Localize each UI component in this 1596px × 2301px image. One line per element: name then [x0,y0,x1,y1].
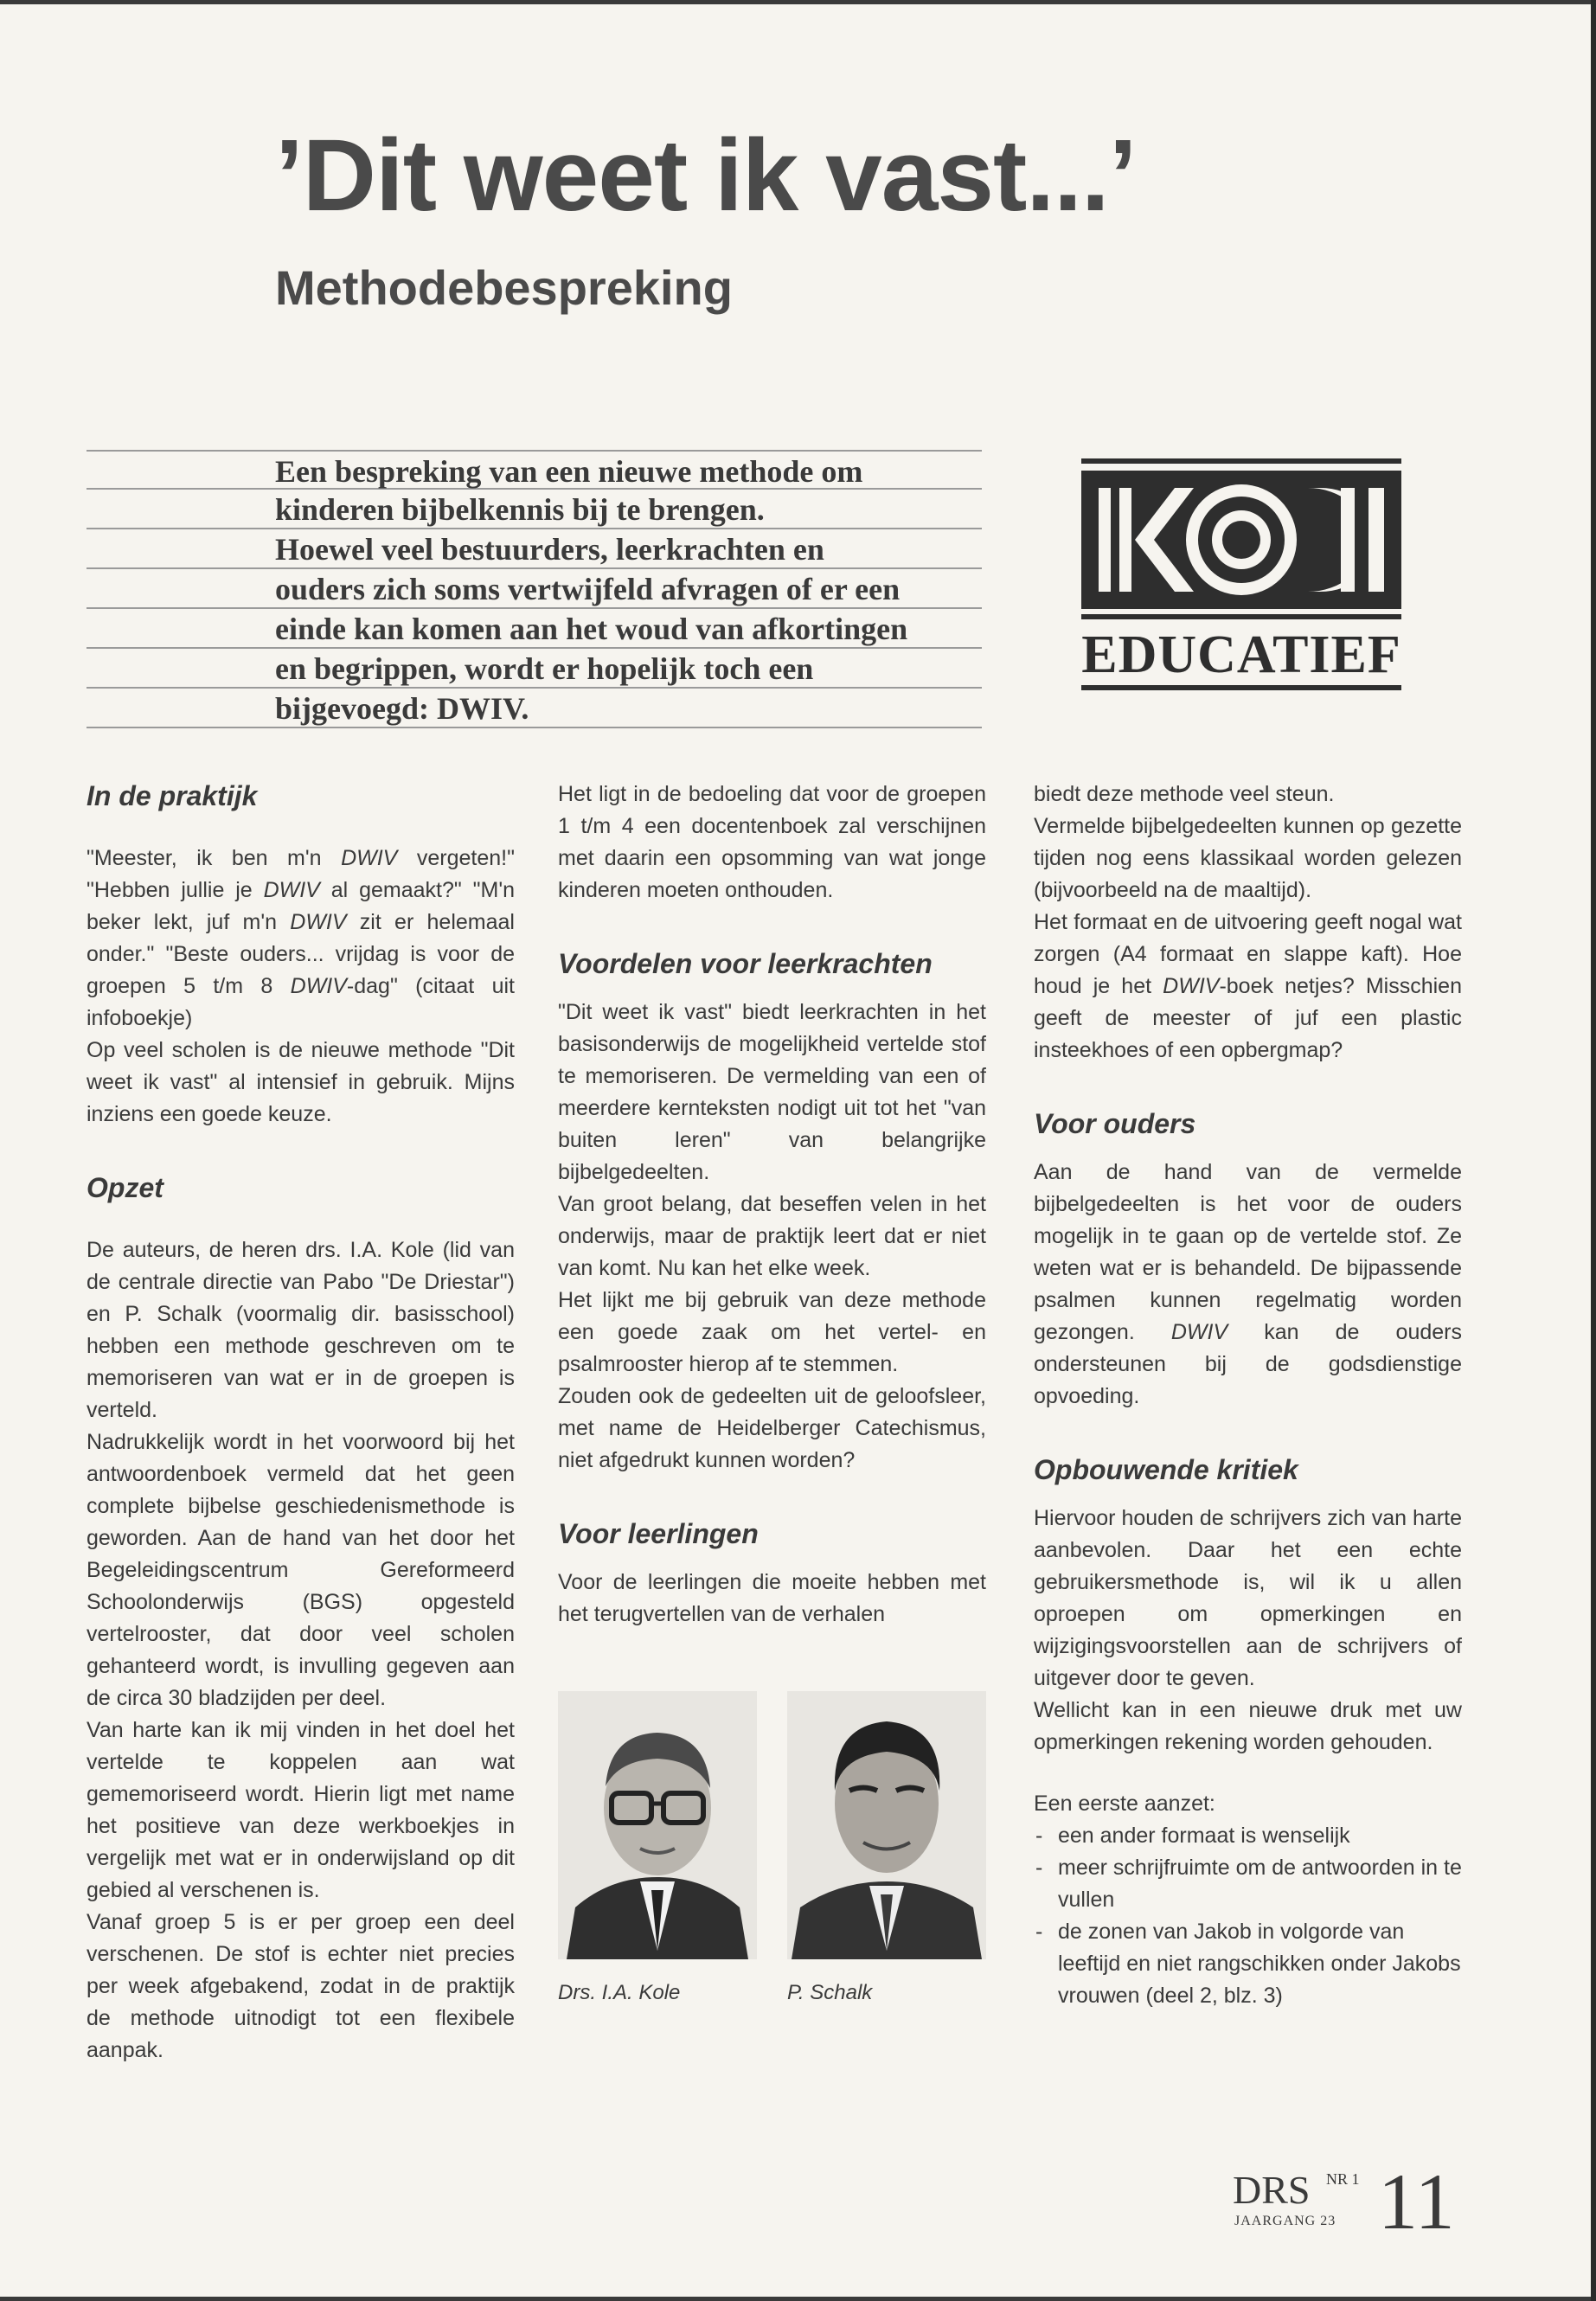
leerkrachten-paragraph-4: Zouden ook de gedeelten uit de geloofsleer, met name de Heidelberger Catechismus, niet afgedrukt kunnen worden? [558,1384,986,1472]
caption-kole: Drs. I.A. Kole [558,1981,681,2004]
col3-paragraph-1: biedt deze methode veel steun. [1034,782,1335,806]
volume-label: JAARGANG 23 [1234,2214,1336,2228]
page-footer [1233,2158,1475,2245]
intro-line: Een bespreking van een nieuwe methode om [87,450,982,490]
caption-schalk: P. Schalk [787,1981,873,2004]
list-item: - de zonen van Jakob in volgorde van leeftijd en niet rangschikken onder Jakobs vrouwen (deel 2, blz. 3) [1034,1916,1462,2012]
author-photos [558,1691,986,1977]
ouders-paragraph-1: Aan de hand van de vermelde bijbelgedeelten is het voor de ouders mogelijk in te gaan op de vertelde stof. Ze weten wat er is behandeld. De bijpassende psalmen kunnen regelmatig worden gezongen. DWIV kan de ouders ondersteunen bij de godsdienstige opvoeding. [1034,1160,1462,1408]
heading-voor-leerlingen: Voor leerlingen [558,1518,759,1549]
intro-line: ouders zich soms vertwijfeld afvragen of er een [87,569,982,609]
column-1 [87,779,515,2067]
praktijk-paragraph-1: "Meester, ik ben m'n DWIV vergeten!" "Hebben jullie je DWIV al gemaakt?" "M'n beker lekt, juf m'n DWIV zit er helemaal onder." "Beste ouders... vrijdag is voor de groepen 5 t/m 8 DWIV-dag" (citaat uit infoboekje) [87,846,515,1030]
magazine-name: DRS [1233,2168,1311,2212]
opzet-paragraph-1: De auteurs, de heren drs. I.A. Kole (lid van de centrale directie van Pabo "De Driestar") en P. Schalk (voormalig dir. basisschool) hebben een methode geschreven om te memoriseren van wat er in de groepen is verteld. [87,1238,515,1422]
kritiek-paragraph-3: Een eerste aanzet: [1034,1791,1215,1816]
intro-line: en begrippen, wordt er hopelijk toch een [87,649,982,689]
issue-number: NR 1 [1326,2170,1360,2188]
col2-intro-paragraph: Het ligt in de bedoeling dat voor de groepen 1 t/m 4 een docentenboek zal verschijnen met daarin een opsomming van wat jonge kinderen moeten onthouden. [558,782,986,902]
heading-voor-ouders: Voor ouders [1034,1108,1196,1139]
leerkrachten-paragraph-3: Het lijkt me bij gebruik van deze methode een goede zaak om het vertel- en psalmrooster hierop af te stemmen. [558,1288,986,1376]
opzet-paragraph-4: Vanaf groep 5 is er per groep een deel verschenen. De stof is echter niet precies per week afgebakend, zodat in de praktijk de methode uitnodigt tot een flexibele aanpak. [87,1910,515,2062]
photo-schalk [787,1691,986,1959]
photo-kole [558,1691,757,1959]
opzet-paragraph-2: Nadrukkelijk wordt in het voorwoord bij het antwoordenboek vermeld dat het geen complete bijbelse geschiedenismethode is geworden. Aan de hand van het door het Begeleidingscentrum Gereformeerd Schoolonderwijs (BGS) opgesteld vertelrooster, dat door veel scholen gehanteerd wordt, is invulling gegeven aan de circa 30 bladzijden per deel. [87,1430,515,1710]
list-item: - meer schrijfruimte om de antwoorden in te vullen [1034,1852,1462,1916]
logo-text: EDUCATIEF [1081,625,1401,684]
intro-block [87,450,982,728]
intro-line: einde kan komen aan het woud van afkortingen [87,609,982,649]
page-number: 11 [1378,2157,1455,2246]
page-edge [1591,0,1596,2301]
leerkrachten-paragraph-2: Van groot belang, dat beseffen velen in het onderwijs, maar de praktijk leert dat er niet van komt. Nu kan het elke week. [558,1192,986,1280]
kritiek-paragraph-2: Wellicht kan in een nieuwe druk met uw opmerkingen rekening worden gehouden. [1034,1698,1462,1754]
heading-opbouwende-kritiek: Opbouwende kritiek [1034,1454,1298,1485]
kritiek-paragraph-1: Hiervoor houden de schrijvers zich van harte aanbevolen. Daar het een echte gebruikersmethode is, wil ik u allen oproepen om opmerkingen en wijzigingsvoorstellen aan de schrijvers of uitgever door te geven. [1034,1506,1462,1690]
column-2 [558,779,986,2011]
intro-line: kinderen bijbelkennis bij te brengen. [87,490,982,529]
leerkrachten-paragraph-1: "Dit weet ik vast" biedt leerkrachten in het basisonderwijs de mogelijkheid vertelde stof te memoriseren. De vermelding van een of meerdere kernteksten nodigt uit tot het "van buiten leren" van belangrijke bijbelgedeelten. [558,1000,986,1184]
heading-voordelen-leerkrachten: Voordelen voor leerkrachten [558,948,933,979]
kob-educatief-logo [1081,458,1401,692]
page-title: ’Dit weet ik vast...’ [275,119,1137,233]
heading-in-de-praktijk: In de praktijk [87,780,258,811]
leerlingen-paragraph-1: Voor de leerlingen die moeite hebben met het terugvertellen van de verhalen [558,1570,986,1626]
col3-paragraph-2: Vermelde bijbelgedeelten kunnen op gezette tijden nog eens klassikaal worden gelezen (bijvoorbeeld na de maaltijd). [1034,814,1462,902]
list-item: - een ander formaat is wenselijk [1034,1820,1462,1852]
col3-paragraph-3: Het formaat en de uitvoering geeft nogal wat zorgen (A4 formaat en slappe kaft). Hoe houd je het DWIV-boek netjes? Misschien geeft de meester of juf een plastic insteekhoes of een opbergmap? [1034,910,1462,1062]
column-3 [1034,779,1462,2012]
intro-line: bijgevoegd: DWIV. [87,689,982,728]
opzet-paragraph-3: Van harte kan ik mij vinden in het doel het vertelde te koppelen aan wat gememoriseerd wordt. Hierin ligt met name het positieve van deze werkboekjes in vergelijk met wat er in onderwijsland op dit gebied al verschenen is. [87,1718,515,1902]
page-subtitle: Methodebespreking [275,260,733,315]
intro-line: Hoewel veel bestuurders, leerkrachten en [87,529,982,569]
photo-captions [558,1977,986,2011]
praktijk-paragraph-2: Op veel scholen is de nieuwe methode "Dit weet ik vast" al intensief in gebruik. Mijns inziens een goede keuze. [87,1038,515,1126]
heading-opzet: Opzet [87,1172,163,1203]
kritiek-list [1034,1820,1462,2012]
